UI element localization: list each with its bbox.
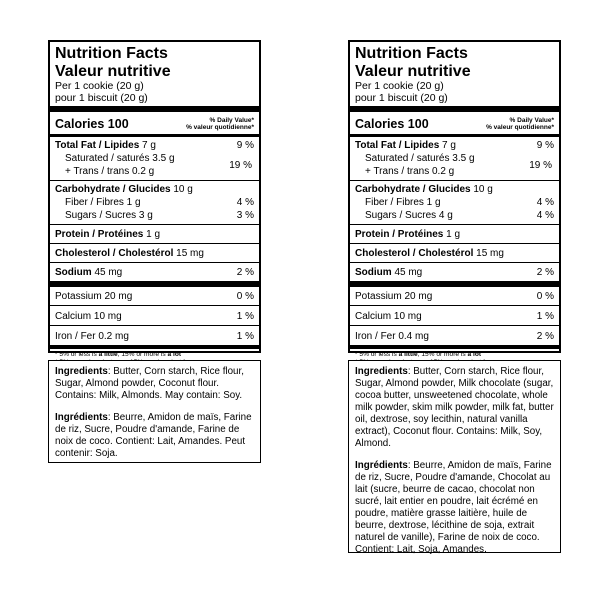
sodium-label: Sodium <box>355 267 392 278</box>
calcium-row <box>355 308 554 325</box>
sodium-label: Sodium <box>55 267 92 278</box>
protein-amount: 1 g <box>446 229 461 240</box>
footnote-en: * 5% or less is a little, 15% or more is a lot <box>55 351 182 358</box>
fat-row <box>55 139 254 152</box>
fiber-row <box>55 196 254 209</box>
fat-row <box>355 139 554 152</box>
sat-trans-group <box>55 152 254 178</box>
sat-trans-dv: 19 % <box>529 159 552 171</box>
cholesterol-amount: 15 mg <box>476 248 504 259</box>
nutrition-title-fr: Valeur nutritive <box>55 63 171 80</box>
nutrition-facts-label-2 <box>348 40 561 358</box>
iron-dv: 1 % <box>236 331 254 342</box>
nutrition-title-en: Nutrition Facts <box>355 45 468 62</box>
ingredients-fr: Ingrédients: Beurre, Amidon de maïs, Farine de riz, Sucre, Poudre d'amande, Chocolat au lait (sucre, beurre de cacao, chocolat non sucré, lait entier en poudre, lait écrémé en poudre, matière grasse laitière, huile de beurre, dextrose, lécithine de soja, extrait naturel de vanille), Farine de noix de coco. Contient: Lait, Soja, Amandes. <box>355 460 552 555</box>
protein-row <box>355 227 554 243</box>
sat-trans-group <box>355 152 554 178</box>
saturated-fat: Saturated / saturés 3.5 g <box>65 153 175 164</box>
carb-label: Carbohydrate / Glucides <box>55 184 171 195</box>
iron-dv: 2 % <box>536 331 554 342</box>
iron-label: Iron / Fer 0.4 mg <box>355 331 429 342</box>
cholesterol-amount: 15 mg <box>176 248 204 259</box>
calories-row <box>355 114 554 134</box>
fat-amount: 7 g <box>142 140 156 151</box>
carb-label: Carbohydrate / Glucides <box>355 184 471 195</box>
carb-amount: 10 g <box>473 184 493 195</box>
potassium-label: Potassium 20 mg <box>355 291 433 302</box>
protein-amount: 1 g <box>146 229 161 240</box>
potassium-row <box>55 289 254 305</box>
nutrition-title-fr: Valeur nutritive <box>355 63 471 80</box>
dv-header-fr: % valeur quotidienne* <box>486 124 554 131</box>
calories-label: Calories 100 <box>55 116 129 131</box>
serving-size-fr: pour 1 biscuit (20 g) <box>355 92 448 104</box>
nutrition-facts-label-1 <box>48 40 261 358</box>
ingredients-fr: Ingrédients: Beurre, Amidon de maïs, Farine de riz, Sucre, Poudre d'amande, Farine de noix de coco. Contient: Lait, Amandes. Peut contenir: Soja. <box>55 412 252 459</box>
ingredients-panel-2 <box>348 360 561 553</box>
calories-label: Calories 100 <box>355 116 429 131</box>
cholesterol-row <box>355 246 554 262</box>
sodium-amount: 45 mg <box>94 267 123 278</box>
fiber-dv: 4 % <box>236 197 254 208</box>
fat-dv: 9 % <box>236 140 254 151</box>
fat-label: Total Fat / Lipides <box>355 140 440 151</box>
serving-size-en: Per 1 cookie (20 g) <box>55 80 144 92</box>
cholesterol-row <box>55 246 254 262</box>
sodium-dv: 2 % <box>236 267 254 278</box>
ingredients-en: Ingredients: Butter, Corn starch, Rice flour, Sugar, Almond powder, Coconut flour. Contains: Milk, Almonds. May contain: Soy. <box>55 366 244 401</box>
sugars-dv: 4 % <box>536 210 554 221</box>
sugars-label: Sugars / Sucres 3 g <box>65 210 153 221</box>
daily-value-header <box>486 117 554 131</box>
calcium-label: Calcium 10 mg <box>355 311 422 322</box>
saturated-fat: Saturated / saturés 3.5 g <box>365 153 475 164</box>
trans-fat: + Trans / trans 0.2 g <box>65 166 155 177</box>
calcium-row <box>55 308 254 325</box>
potassium-label: Potassium 20 mg <box>55 291 133 302</box>
dv-header-en: % Daily Value* <box>209 117 254 124</box>
fiber-label: Fiber / Fibres 1 g <box>365 197 441 208</box>
fiber-row <box>355 196 554 209</box>
calcium-dv: 1 % <box>236 311 254 322</box>
fat-amount: 7 g <box>442 140 456 151</box>
carb-row <box>355 183 554 196</box>
ingredients-en: Ingredients: Butter, Corn starch, Rice flour, Sugar, Almond powder, Milk chocolate (sugar, cocoa butter, unsweetened chocolate, whole milk powder, skim milk powder, milk fat, butter oil, dextrose, soy lecithin, natural vanilla extract), Coconut flour. Contains: Milk, Soy, Almond. <box>355 366 554 449</box>
fat-label: Total Fat / Lipides <box>55 140 140 151</box>
fat-dv: 9 % <box>536 140 554 151</box>
sodium-row <box>55 265 254 281</box>
potassium-row <box>355 289 554 305</box>
cholesterol-label: Cholesterol / Cholestérol <box>55 248 174 259</box>
sat-trans-dv: 19 % <box>229 159 252 171</box>
calcium-dv: 1 % <box>536 311 554 322</box>
sugars-label: Sugars / Sucres 4 g <box>365 210 453 221</box>
iron-label: Iron / Fer 0.2 mg <box>55 331 129 342</box>
sugars-row <box>355 209 554 222</box>
calcium-label: Calcium 10 mg <box>55 311 122 322</box>
fiber-dv: 4 % <box>536 197 554 208</box>
fiber-label: Fiber / Fibres 1 g <box>65 197 141 208</box>
trans-fat: + Trans / trans 0.2 g <box>365 166 455 177</box>
cholesterol-label: Cholesterol / Cholestérol <box>355 248 474 259</box>
potassium-dv: 0 % <box>236 291 254 302</box>
nutrition-title-en: Nutrition Facts <box>55 45 168 62</box>
protein-label: Protein / Protéines <box>355 229 444 240</box>
serving-size-fr: pour 1 biscuit (20 g) <box>55 92 148 104</box>
dv-header-fr: % valeur quotidienne* <box>186 124 254 131</box>
iron-row <box>355 328 554 345</box>
serving-size-en: Per 1 cookie (20 g) <box>355 80 444 92</box>
carb-amount: 10 g <box>173 184 193 195</box>
dv-header-en: % Daily Value* <box>509 117 554 124</box>
protein-row <box>55 227 254 243</box>
sodium-row <box>355 265 554 281</box>
protein-label: Protein / Protéines <box>55 229 144 240</box>
sugars-row <box>55 209 254 222</box>
sodium-dv: 2 % <box>536 267 554 278</box>
calories-row <box>55 114 254 134</box>
ingredients-panel-1 <box>48 360 261 463</box>
sugars-dv: 3 % <box>236 210 254 221</box>
potassium-dv: 0 % <box>536 291 554 302</box>
footnote-en: * 5% or less is a little, 15% or more is a lot <box>355 351 482 358</box>
iron-row <box>55 328 254 345</box>
daily-value-header <box>186 117 254 131</box>
carb-row <box>55 183 254 196</box>
sodium-amount: 45 mg <box>394 267 423 278</box>
